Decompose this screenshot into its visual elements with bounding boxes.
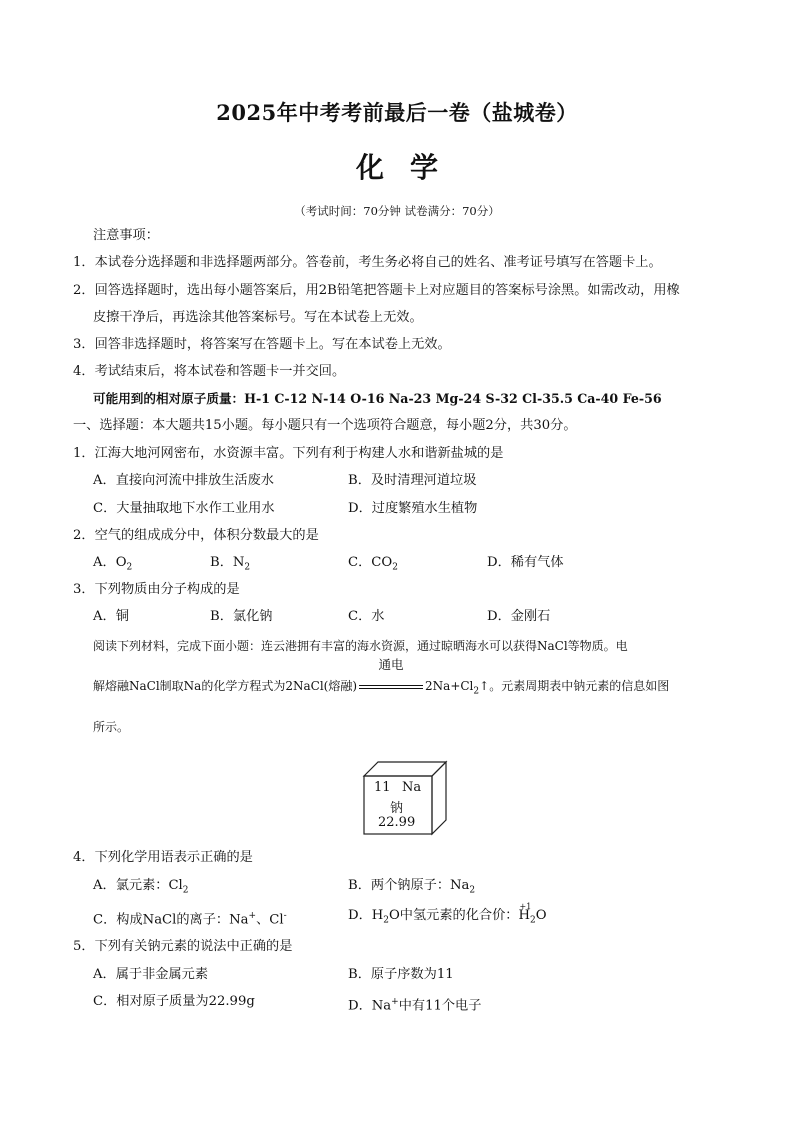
valence-value: +1 <box>519 902 532 911</box>
q4-c-mid: 、Cl <box>256 912 284 928</box>
q3-option-c: C．水 <box>348 609 385 624</box>
q4-a-text: A．氯元素：Cl <box>93 878 183 893</box>
arrow-label: 通电 <box>378 656 404 672</box>
q4-stem: 4．下列化学用语表示正确的是 <box>73 850 253 865</box>
notes-heading: 注意事项： <box>93 228 159 243</box>
valence-h-sub: 2 <box>530 915 536 926</box>
q2-b-sub: 2 <box>244 562 251 573</box>
equation-left: 2NaCl(熔融) <box>285 679 358 693</box>
reading-line-2-post: 。元素周期表中钠元素的信息如图 <box>489 679 670 693</box>
q5-stem: 5．下列有关钠元素的说法中正确的是 <box>73 939 293 954</box>
q2-a-text: A．O <box>93 555 127 570</box>
q1-option-d: D．过度繁殖水生植物 <box>348 501 478 516</box>
time-info: （考试时间：70分钟 试卷满分：70分） <box>294 204 500 218</box>
q4-c-pre: C．构成NaCl的离子：Na <box>93 912 249 928</box>
q4-b-sub: 2 <box>469 885 476 896</box>
exam-title: 2025年中考考前最后一卷（盐城卷） <box>216 100 578 125</box>
section-heading: 一、选择题：本大题共15小题。每小题只有一个选项符合题意，每小题2分，共30分。 <box>73 418 577 433</box>
note-item-1: 1．本试卷分选择题和非选择题两部分。答卷前，考生务必将自己的姓名、准考证号填写在答题卡上。 <box>73 255 662 270</box>
q4-b-text: B．两个钠原子：Na <box>348 878 470 893</box>
q4-c-sup2: - <box>283 911 287 921</box>
q2-option-a <box>93 555 132 576</box>
q4-d-sub: 2 <box>383 915 389 926</box>
reading-line-3: 所示。 <box>93 720 130 734</box>
element-symbol: Na <box>402 780 422 795</box>
valence-notation <box>518 902 547 929</box>
q4-option-d <box>348 902 547 929</box>
valence-h: H <box>518 908 531 923</box>
q5-d-sup: + <box>391 997 399 1007</box>
q1-option-b: B．及时清理河道垃圾 <box>348 473 477 488</box>
q2-option-b <box>210 555 250 576</box>
note-item-2-cont: 皮擦干净后，再选涂其他答案标号。写在本试卷上无效。 <box>93 310 423 325</box>
q1-option-a: A．直接向河流中排放生活废水 <box>93 473 274 488</box>
q4-a-sub: 2 <box>182 885 189 896</box>
q2-c-sub: 2 <box>392 562 398 573</box>
subject-title: 化学 <box>355 151 464 184</box>
note-item-3: 3．回答非选择题时，将答案写在答题卡上。写在本试卷上无效。 <box>73 337 451 352</box>
q2-c-text: C．CO <box>348 555 393 570</box>
element-number: 11 <box>374 780 391 795</box>
reading-line-1: 阅读下列材料，完成下面小题：连云港拥有丰富的海水资源，通过晾晒海水可以获得NaCl等物质。电 <box>93 639 628 653</box>
element-name: 钠 <box>390 801 404 816</box>
valence-o: O <box>535 908 547 923</box>
q5-d-post: 中有11个电子 <box>398 998 482 1014</box>
reading-line-2-pre: 解熔融NaCl制取Na的化学方程式为 <box>93 679 286 693</box>
atomic-masses: 可能用到的相对原子质量：H-1 C-12 N-14 O-16 Na-23 Mg-24 S-32 Cl-35.5 Ca-40 Fe-56 <box>93 391 662 406</box>
q5-option-a: A．属于非金属元素 <box>93 967 209 982</box>
q2-stem: 2．空气的组成成分中，体积分数最大的是 <box>73 528 319 543</box>
sodium-element-card <box>362 760 448 836</box>
q3-option-d: D．金刚石 <box>487 609 551 624</box>
equation-gas-arrow: ↑ <box>479 679 490 693</box>
q5-option-b: B．原子序数为11 <box>348 967 454 982</box>
q2-a-sub: 2 <box>126 562 133 573</box>
q5-option-c: C．相对原子质量为22.99g <box>93 994 255 1009</box>
q4-option-b <box>348 878 475 899</box>
q4-c-sup1: + <box>248 911 257 921</box>
equation-right-sub: 2 <box>473 686 480 697</box>
note-item-2: 2．回答选择题时，选出每小题答案后，用2B铅笔把答题卡上对应题目的答案标号涂黑。如需改动，用橡 <box>73 283 680 298</box>
reading-line-2 <box>93 656 670 699</box>
q2-option-c <box>348 555 398 576</box>
q5-option-d <box>348 994 481 1014</box>
q3-option-b: B．氯化钠 <box>210 609 273 624</box>
q4-d-mid: O中氢元素的化合价： <box>389 908 519 923</box>
q4-d-pre: D．H <box>348 908 384 923</box>
q2-b-text: B．N <box>210 555 245 570</box>
q5-d-pre: D．Na <box>348 998 392 1014</box>
q2-option-d: D．稀有气体 <box>487 555 564 570</box>
q4-option-c <box>93 908 287 928</box>
element-mass: 22.99 <box>378 815 416 830</box>
q1-option-c: C．大量抽取地下水作工业用水 <box>93 501 275 516</box>
q4-option-a <box>93 878 189 899</box>
note-item-4: 4．考试结束后，将本试卷和答题卡一并交回。 <box>73 364 346 379</box>
q3-stem: 3．下列物质由分子构成的是 <box>73 582 240 597</box>
q3-option-a: A．铜 <box>93 609 129 624</box>
q1-stem: 1．江海大地河网密布，水资源丰富。下列有利于构建人水和谐新盐城的是 <box>73 446 504 461</box>
reaction-arrow <box>357 656 425 695</box>
equation-right: 2Na+Cl <box>425 679 474 693</box>
